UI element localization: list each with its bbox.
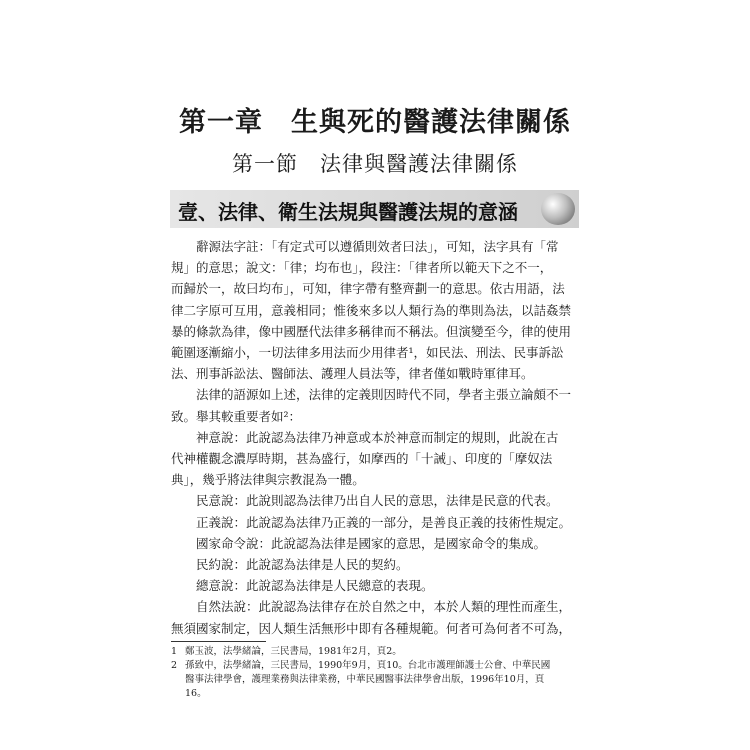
footnote-text [185,659,581,701]
body-line: 法、刑事訴訟法、醫師法、護理人員法等，律者僅如戰時軍律耳。 [171,366,534,382]
body-line: 代神權觀念濃厚時期，甚為盛行，如摩西的「十誡」、印度的「摩奴法 [171,451,553,467]
footnote-number: 1 [171,646,178,657]
footnote-line: 鄭玉波，法學緒論，三民書局，1981年2月，頁2。 [185,646,402,657]
footnote [171,645,581,659]
section-title: 第一節 法律與醫護法律關係 [232,152,518,176]
footnote-line: 孫致中，法學緒論，三民書局，1990年9月，頁10。台北市護理師護士公會、中華民國 [185,660,551,671]
body-line: 法律的語源如上述，法律的定義則因時代不同，學者主張立論頗不一 [196,387,572,403]
footnote [171,659,581,701]
footnote-text [185,645,581,659]
body-line: 無須國家制定，因人類生活無形中即有各種規範。何者可為何者不可為， [171,620,572,636]
body-line: 自然法說：此說認為法律存在於自然之中，本於人類的理性而產生， [196,599,572,615]
body-line: 範圍逐漸縮小，一切法律多用法而少用律者¹，如民法、刑法、民事訴訟 [171,345,564,361]
body-line: 而歸於一，故曰均布」，可知，律字帶有整齊劃一的意思。依古用語，法 [171,281,565,297]
body-line: 暴的條款為律，像中國歷代法律多稱律而不稱法。但演變至今，律的使用 [171,323,572,339]
body-line: 民意說：此說則認為法律乃出自人民的意思，法律是民意的代表。 [196,493,559,509]
body-line: 律二字原可互用，意義相同；惟後來多以人類行為的準則為法，以詰姦禁 [171,302,572,318]
subheading-bar [170,190,579,228]
body-line: 辭源法字註：「有定式可以遵循則效者曰法」，可知，法字具有「常 [196,239,559,254]
body-line: 致。舉其較重要者如²： [171,408,302,424]
body-line: 規」的意思；說文：「律；均布也」，段注：「律者所以範天下之不一， [171,260,553,276]
body-line: 國家命令說：此說認為法律是國家的意思，是國家命令的集成。 [196,535,547,551]
body-line: 正義說：此說認為法律乃正義的一部分，是善良正義的技術性規定。 [196,514,572,530]
body-line: 神意說：此說認為法律乃神意或本於神意而制定的規則，此說在古 [196,429,559,445]
footnote-line: 16。 [185,688,207,699]
body-line: 民約說：此說認為法律是人民的契約。 [196,557,409,573]
body-line: 典」，幾乎將法律與宗教混為一體。 [171,472,365,488]
footnote-divider [171,641,266,642]
footnote-line: 醫事法律學會，護理業務與法律業務，中華民國醫事法律學會出版，1996年10月，頁 [185,674,545,685]
subheading-title: 壹、法律、衛生法規與醫護法規的意涵 [178,200,518,224]
body-text [171,236,581,639]
footnotes [171,645,581,701]
body-line: 總意說：此說認為法律是人民總意的表現。 [196,578,434,594]
chapter-title: 第一章 生與死的醫護法律關係 [179,107,571,138]
decorative-sphere-icon [541,193,575,225]
footnote-number: 2 [171,660,178,671]
